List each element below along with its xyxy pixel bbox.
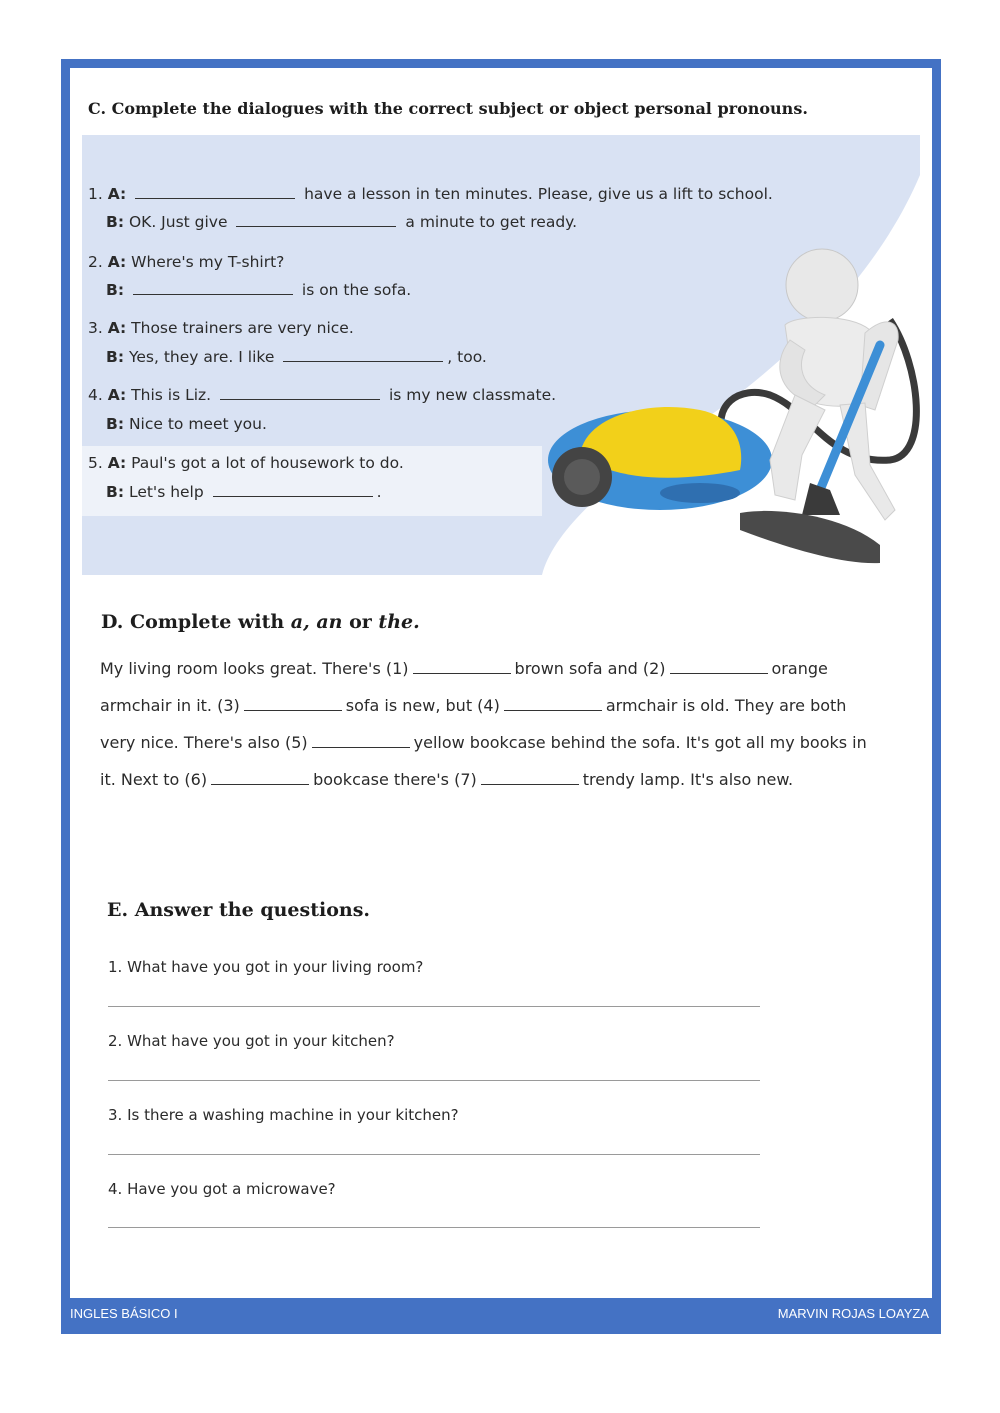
question-4: 4. Have you got a microwave? — [108, 1180, 336, 1198]
answer-line-1[interactable] — [108, 1006, 760, 1007]
blank-1a[interactable] — [135, 184, 295, 199]
dialogue-5-b: B: Let's help . — [106, 483, 382, 501]
dialogue-3-a: 3. A: Those trainers are very nice. — [88, 319, 354, 337]
question-3: 3. Is there a washing machine in your kitchen? — [108, 1106, 459, 1124]
vacuum-cleaner-figure-illustration — [540, 245, 920, 575]
footer-author-name: MARVIN ROJAS LOAYZA — [777, 1306, 929, 1321]
blank-2b[interactable] — [133, 280, 293, 295]
section-e-title: E. Answer the questions. — [107, 899, 371, 921]
question-2: 2. What have you got in your kitchen? — [108, 1032, 395, 1050]
section-c-title: C. Complete the dialogues with the correct subject or object personal pronouns. — [88, 99, 808, 118]
dialogue-5-a: 5. A: Paul's got a lot of housework to do. — [88, 454, 404, 472]
dialogue-1-a: 1. A: have a lesson in ten minutes. Please, give us a lift to school. — [88, 185, 773, 203]
blank-d5[interactable] — [312, 733, 410, 748]
blank-3b[interactable] — [283, 347, 443, 362]
blank-5b[interactable] — [213, 482, 373, 497]
dialogue-4-b: B: Nice to meet you. — [106, 415, 267, 433]
blank-d3[interactable] — [244, 696, 342, 711]
footer-course-name: INGLES BÁSICO I — [70, 1306, 178, 1321]
blank-d4[interactable] — [504, 696, 602, 711]
blank-4a[interactable] — [220, 385, 380, 400]
dialogue-1-b: B: OK. Just give a minute to get ready. — [106, 213, 578, 231]
section-d-paragraph: My living room looks great. There's (1) brown sofa and (2) orange armchair in it. (3) sofa is new, but (4) armchair is old. They are both very nice. There's also (5) yellow bookcase behind the sofa. It's got all my books in it. Next to (6) bookcase there's (7) trendy lamp. It's also new. — [100, 659, 867, 789]
blank-d1[interactable] — [413, 659, 511, 674]
dialogue-2-b: B: is on the sofa. — [106, 281, 412, 299]
answer-line-3[interactable] — [108, 1154, 760, 1155]
dialogue-3-b: B: Yes, they are. I like , too. — [106, 348, 487, 366]
blank-1b[interactable] — [236, 212, 396, 227]
footer-bar — [61, 1298, 941, 1334]
dialogue-4-a: 4. A: This is Liz. is my new classmate. — [88, 386, 557, 404]
answer-line-4[interactable] — [108, 1227, 760, 1228]
answer-line-2[interactable] — [108, 1080, 760, 1081]
blank-d2[interactable] — [670, 659, 768, 674]
dialogue-2-a: 2. A: Where's my T-shirt? — [88, 253, 285, 271]
blank-d6[interactable] — [211, 770, 309, 785]
section-d-title: D. Complete with a, an or the. — [101, 611, 420, 633]
blank-d7[interactable] — [481, 770, 579, 785]
question-1: 1. What have you got in your living room? — [108, 958, 424, 976]
